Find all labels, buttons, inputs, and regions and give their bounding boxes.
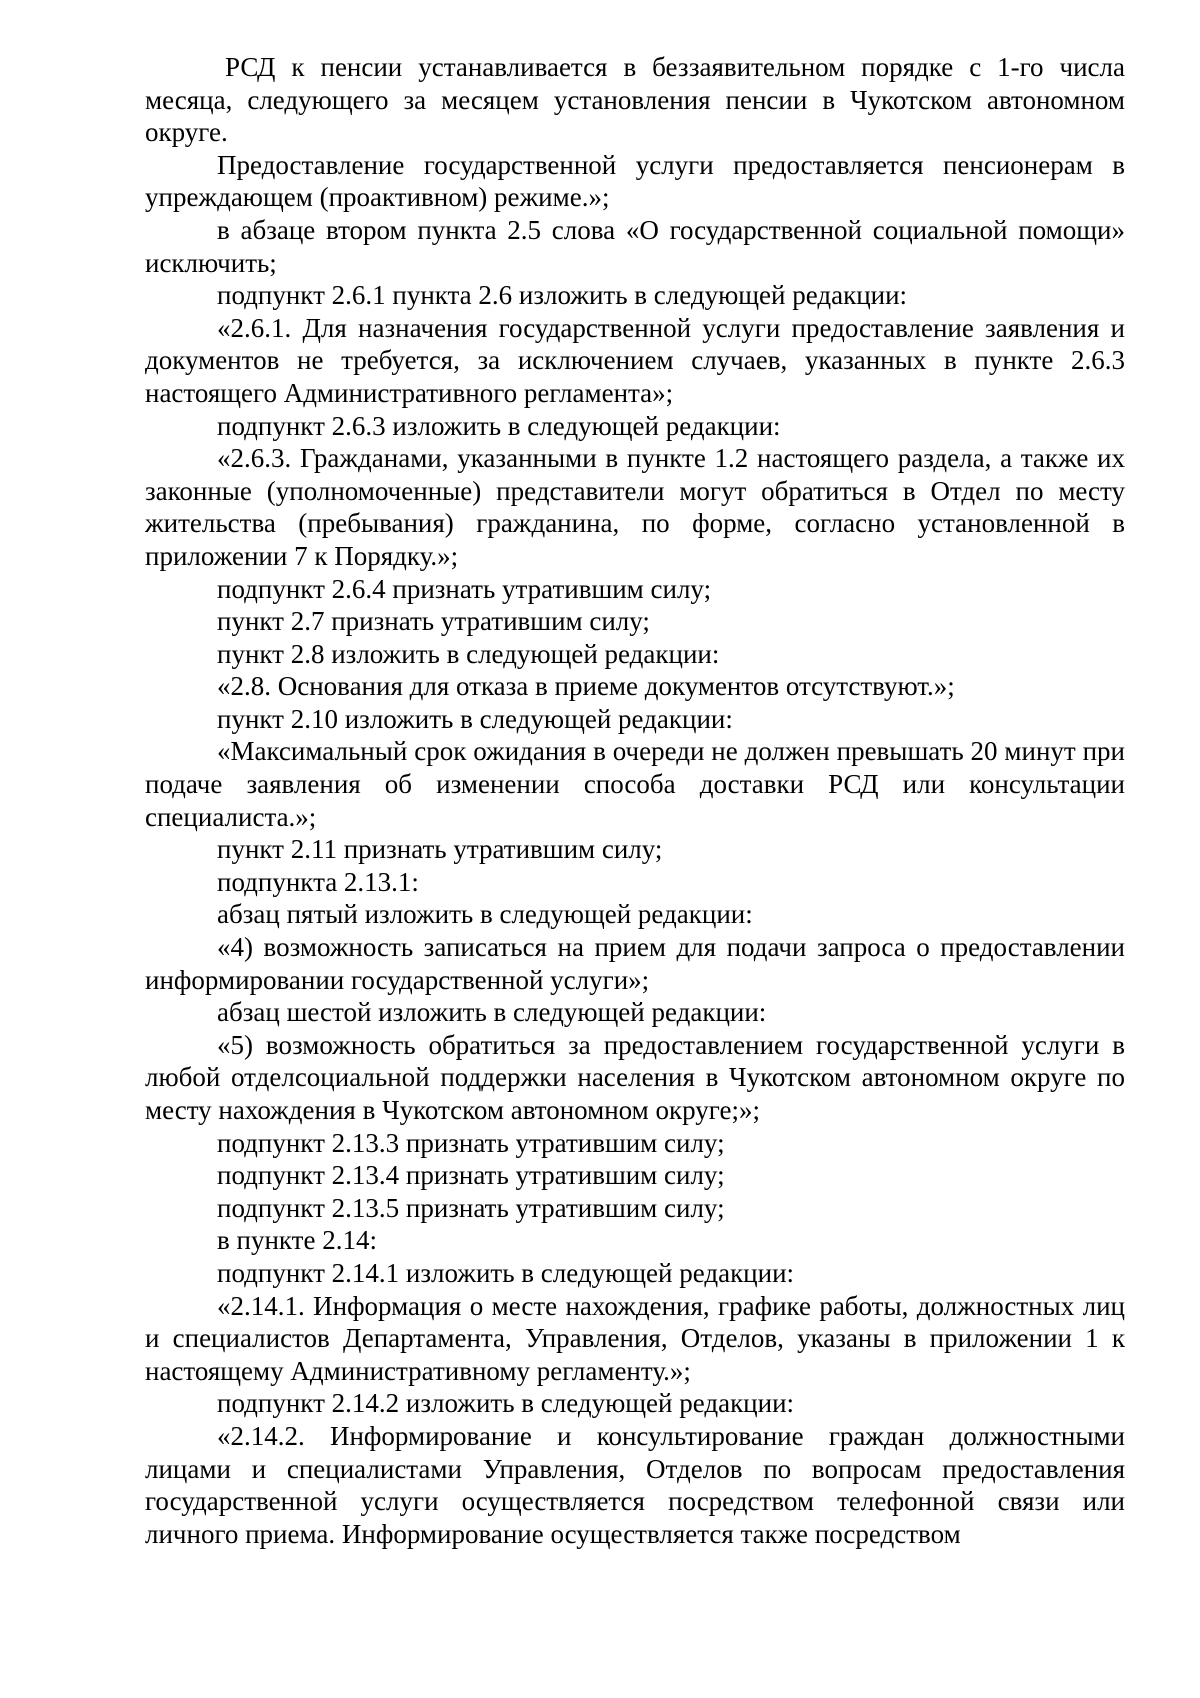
paragraph: пункт 2.7 признать утратившим силу; [217,606,650,637]
paragraph: «Максимальный срок ожидания в очереди не должен превышать 20 минут при подаче заявления об изменении способа доставки РСД или консультации специалиста.»; [145,736,1125,832]
document-body [145,51,1125,1550]
paragraph: «5) возможность обратиться за предоставлением государственной услуги в любой отделсоциальной поддержки населения в Чукотском автономном округе по месту нахождения в Чукотском автономном округе;»; [145,1029,1125,1125]
paragraph: в пункте 2.14: [217,1225,377,1256]
paragraph: пункт 2.10 изложить в следующей редакции: [217,703,733,734]
paragraph: в абзаце втором пункта 2.5 слова «О государственной социальной помощи» исключить; [145,214,1125,278]
paragraph: пункт 2.8 изложить в следующей редакции: [217,638,720,669]
paragraph: подпункт 2.13.3 признать утратившим силу; [217,1127,725,1158]
paragraph: подпункт 2.6.3 изложить в следующей редакции: [217,410,781,441]
paragraph: подпункта 2.13.1: [217,866,419,897]
paragraph: «2.14.2. Информирование и консультирование граждан должностными лицами и специалистами Управления, Отделов по вопросам предоставления государственной услуги осуществляется посредством телефонной связи или личного приема. Информирование осуществляется также посредством [145,1420,1125,1549]
paragraph: абзац шестой изложить в следующей редакции: [217,997,767,1028]
paragraph: РСД к пенсии устанавливается в беззаявительном порядке с 1-го числа месяца, следующего за месяцем установления пенсии в Чукотском автономном округе. [145,52,1125,148]
paragraph: «4) возможность записаться на прием для подачи запроса о предоставлении информировании государственной услуги»; [145,932,1125,995]
paragraph: «2.6.1. Для назначения государственной услуги предоставление заявления и документов не требуется, за исключением случаев, указанных в пункте 2.6.3 настоящего Административного регламента»; [145,312,1125,408]
paragraph: пункт 2.11 признать утратившим силу; [217,834,663,865]
paragraph: «2.6.3. Гражданами, указанными в пункте 1.2 настоящего раздела, а также их законные (уполномоченные) представители могут обратиться в Отдел по месту жительства (пребывания) гражданина, по форме, согласно установленной в приложении 7 к Порядку.»; [145,443,1125,571]
paragraph: подпункт 2.13.4 признать утратившим силу; [217,1160,725,1191]
paragraph: подпункт 2.14.2 изложить в следующей редакции: [217,1388,795,1419]
paragraph: «2.14.1. Информация о месте нахождения, графике работы, должностных лиц и специалистов Департамента, Управления, Отделов, указаны в приложении 1 к настоящему Административному регламенту.»; [145,1290,1125,1386]
paragraph: подпункт 2.14.1 изложить в следующей редакции: [217,1257,795,1288]
paragraph: подпункт 2.6.4 признать утратившим силу; [217,573,712,604]
paragraph: подпункт 2.13.5 признать утратившим силу; [217,1192,725,1223]
paragraph: Предоставление государственной услуги предоставляется пенсионерам в упреждающем (проактивном) режиме.»; [145,149,1125,213]
paragraph: абзац пятый изложить в следующей редакции: [217,899,753,930]
paragraph: «2.8. Основания для отказа в приеме документов отсутствуют.»; [217,671,955,702]
paragraph: подпункт 2.6.1 пункта 2.6 изложить в следующей редакции: [217,280,908,311]
